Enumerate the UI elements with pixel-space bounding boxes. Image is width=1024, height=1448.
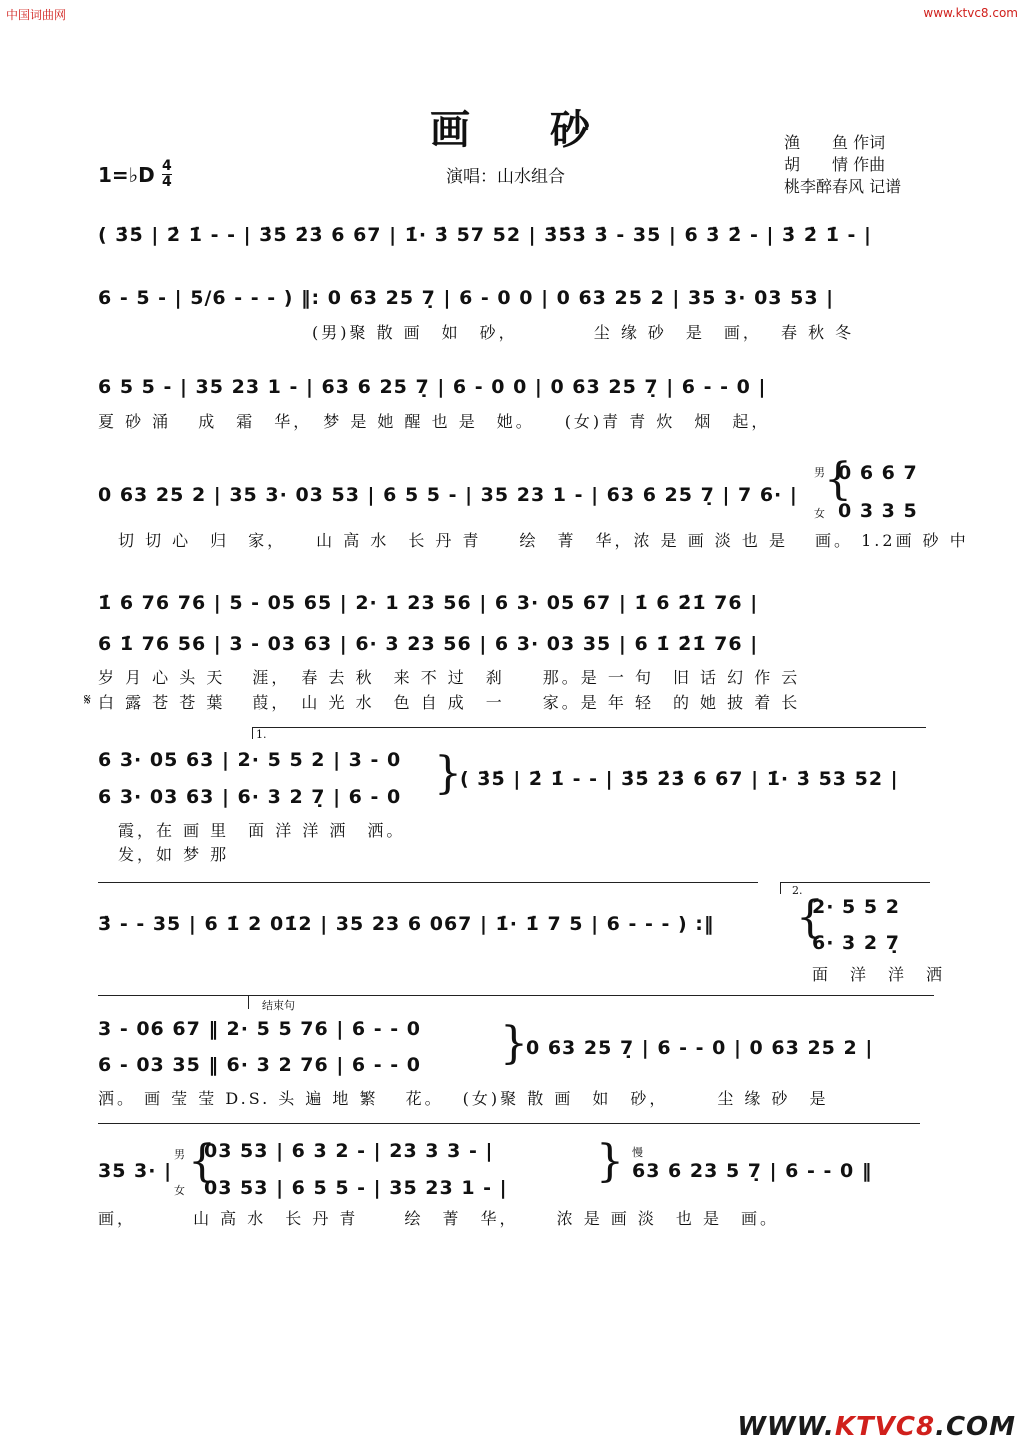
lyric-row-5-verse-1: 岁 月 心 头 天 涯， 春 去 秋 来 不 过 刹 那。是 一 句 旧 话 幻 作 云 [98, 668, 801, 687]
volta-1-label: 1. [256, 728, 267, 741]
upper-voice-row-7: 2· 5 5 2 [812, 896, 900, 918]
credit-lyricist: 渔 鱼 作词 [784, 133, 886, 152]
song-title: 画砂 [430, 106, 670, 153]
lower-voice-row-8: 6 - 03 35 ‖ 6· 3 2 76 | 6 - - 0 [98, 1054, 421, 1076]
logo-www: WWW. [737, 1412, 835, 1442]
lower-voice-row-6: 6 3· 03 63 | 6· 3 2 7̣ | 6 - 0 [98, 786, 402, 808]
segno-sign: 𝄋 [84, 690, 91, 709]
ending-label: 结束句 [262, 999, 295, 1012]
site-name-left[interactable]: 中国词曲网 [6, 8, 67, 22]
lyric-row-6-verse-1: 霞，在 画 里 面 洋 洋 洒 洒。 [118, 821, 406, 840]
upper-voice-row-9: 03 53 | 6 3 2 - | 23 3 3 - | [204, 1140, 494, 1162]
male-part-label: 男 [174, 1148, 185, 1161]
lower-voice-row-5: 6 1̇ 76 56 | 3 - 03 63 | 6· 3 23 56 | 6 3· 03 35 | 6 1̇ 2̇1̇ 76 | [98, 633, 759, 655]
site-logo[interactable] [737, 1412, 1016, 1442]
notation-row-8: 0 63 25 7̣ | 6 - - 0 | 0 63 25 2 | [526, 1037, 874, 1059]
interlude-row-6: ( 3̇5̇ | 2̇ 1̇ - - | 3̇5̇ 2̇3̇ 6 67 | 1̇· 3̇ 53 52 | [460, 768, 899, 790]
meter-top: 4 [162, 158, 172, 174]
notation-row-4: 0 63 25 2 | 35 3· 03 53 | 6 5 5 - | 35 23 1 - | 63 6 25 7̣ | 7 6· | [98, 484, 798, 506]
credit-transcriber: 桃李醉春风 记谱 [784, 177, 902, 196]
brace-right: { [596, 1136, 624, 1187]
tempo-slow-label: 慢 [632, 1146, 643, 1159]
upper-voice-row-8: 3 - 06 67 ‖ 2· 5 5 76 | 6 - - 0 [98, 1018, 421, 1040]
female-part-label: 女 [174, 1184, 185, 1197]
notation-row-3: 6 5 5 - | 35 23 1 - | 63 6 25 7̣ | 6 - 0 0 | 0 63 25 7̣ | 6 - - 0 | [98, 376, 767, 398]
lower-voice-row-7: 6· 3 2 7̣ [812, 932, 900, 954]
lyric-row-8: 洒。 画 莹 莹 D.S. 头 遍 地 繁 花。 (女)聚 散 画 如 砂， 尘 缘 砂 是 [98, 1089, 829, 1108]
lyric-row-9: 画， 山 高 水 长 丹 青 绘 菁 华， 浓 是 画 淡 也 是 画。 [98, 1209, 779, 1228]
upper-voice-row-6: 6 3· 05 63 | 2· 5 5 2 | 3 - 0 [98, 749, 402, 771]
credit-composer: 胡 情 作曲 [784, 155, 886, 174]
notation-row-7: 3̇ - - 35 | 6 1̇ 2 01̇2 | 35 23 6 067 | 1̇· 1̇ 7 5 | 6 - - - ) :‖ [98, 913, 715, 935]
notation-row-2: 6 - 5 - | 5/6 - - - ) ‖: 0 63 25 7̣ | 6 - 0 0 | 0 63 25 2 | 35 3· 03 53 | [98, 287, 835, 309]
lyric-row-2: (男)聚 散 画 如 砂， 尘 缘 砂 是 画， 春 秋 冬 [312, 323, 855, 342]
brace: { [796, 892, 824, 943]
upper-voice-row-5: 1̇ 6 76 76 | 5 - 05 65 | 2· 1 23 56 | 6 3· 05 67 | 1̇ 6 2̇1̇ 76 | [98, 592, 759, 614]
lyric-row-6-verse-2: 发，如 梦 那 [118, 845, 230, 864]
lyric-row-5-verse-2: 白 露 苍 苍 葉 葭， 山 光 水 色 自 成 一 家。是 年 轻 的 她 披 着 长 [98, 693, 801, 712]
logo-ktvc8: KTVC8 [834, 1412, 936, 1442]
logo-com: .COM [935, 1412, 1016, 1442]
brace: { [188, 1136, 216, 1187]
brace-right: { [500, 1018, 528, 1069]
site-url-right[interactable]: www.ktvc8.com [923, 6, 1018, 20]
brace-right: { [434, 748, 462, 799]
lyric-row-7: 面 洋 洋 洒 [812, 965, 946, 984]
meter-bottom: 4 [162, 174, 172, 190]
time-signature [162, 160, 172, 189]
key-signature: 1=♭D [98, 163, 155, 187]
notation-row-1: ( 3̇5̇ | 2̇ 1̇ - - | 3̇5̇ 2̇3̇ 6 67 | 1̇· 3̇ 57 52 | 3̇5̇3̇ 3̇ - 35 | 6 3̇ 2̇ - | 3̇ 2̇ 1̇ - | [98, 224, 872, 246]
lyric-row-4: 切 切 心 归 家， 山 高 水 长 丹 青 绘 菁 华，浓 是 画 淡 也 是 画。 1.2画 砂 中 [118, 531, 969, 550]
lower-voice-row-9: 03 53 | 6 5 5 - | 35 23 1 - | [204, 1177, 508, 1199]
female-part-label: 女 [814, 507, 825, 520]
brace: { [824, 454, 852, 505]
lyric-row-3: 夏 砂 涌 成 霜 华， 梦 是 她 醒 也 是 她。 (女)青 青 炊 烟 起， [98, 412, 771, 431]
male-part-label: 男 [814, 466, 825, 479]
tail-row-9: 63 6 23 5 7̣ | 6 - - 0 ‖ [632, 1160, 873, 1182]
notation-row-9: 35 3· | [98, 1160, 173, 1182]
upper-voice-row-4: 0 6 6 7 [838, 462, 918, 484]
volta-2-label: 2. [792, 884, 803, 897]
singer: 演唱：山水组合 [446, 167, 565, 187]
lower-voice-row-4: 0 3 3 5 [838, 500, 918, 522]
